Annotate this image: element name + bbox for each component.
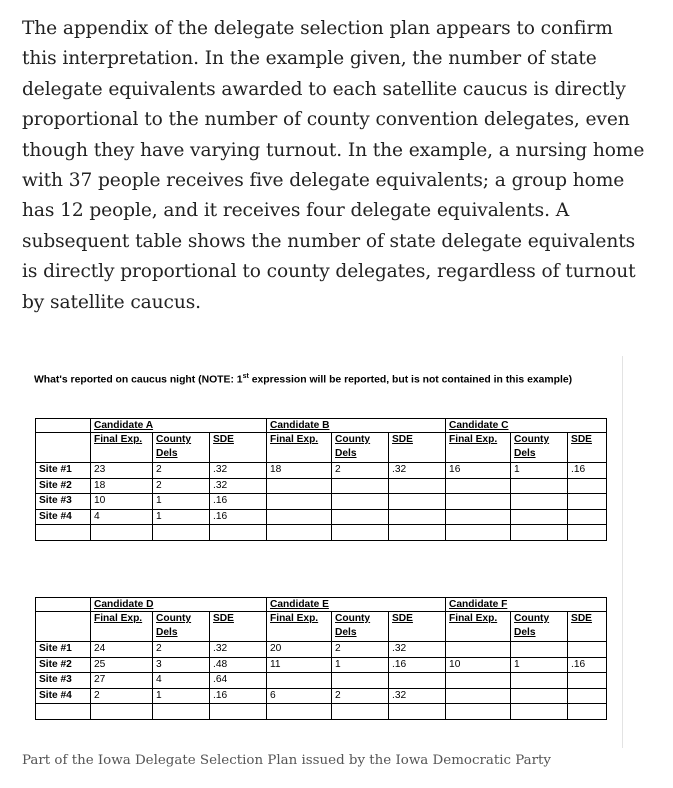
site-label: Site #2: [36, 657, 91, 673]
candidate-name: Candidate B: [270, 420, 330, 431]
cell: [511, 642, 568, 658]
candidate-name: Candidate C: [449, 420, 509, 431]
cell: [446, 688, 511, 704]
header-final-exp: Final Exp.: [91, 612, 153, 642]
cell: [267, 494, 332, 510]
caucus-table-2: [35, 597, 607, 720]
cell: 2: [332, 463, 389, 479]
cell: .16: [210, 688, 267, 704]
table-row: [36, 478, 607, 494]
cell: [568, 478, 607, 494]
cell: .16: [210, 509, 267, 525]
figure-caption: Part of the Iowa Delegate Selection Plan issued by the Iowa Democratic Party: [22, 753, 551, 768]
table-row: [36, 494, 607, 510]
cell: 10: [91, 494, 153, 510]
cell: 1: [511, 657, 568, 673]
cell: [568, 673, 607, 689]
figure-heading: [34, 370, 594, 387]
cell: .64: [210, 673, 267, 689]
candidate-name: Candidate A: [94, 420, 154, 431]
candidate-name: Candidate F: [449, 599, 508, 610]
table-row: [36, 463, 607, 479]
cell: [267, 673, 332, 689]
candidate-name: Candidate D: [94, 599, 154, 610]
cell: [332, 509, 389, 525]
cell: [511, 688, 568, 704]
header-county-dels: County Dels: [153, 612, 210, 642]
cell: .32: [210, 463, 267, 479]
cell: 1: [153, 688, 210, 704]
cell: [446, 494, 511, 510]
site-label: Site #4: [36, 509, 91, 525]
cell: 4: [153, 673, 210, 689]
cell: [568, 509, 607, 525]
header-sde: SDE: [210, 433, 267, 463]
cell: 1: [332, 657, 389, 673]
cell: 27: [91, 673, 153, 689]
cell: .32: [210, 478, 267, 494]
candidate-name: Candidate E: [270, 599, 329, 610]
cell: [511, 478, 568, 494]
delegate-plan-figure: [22, 356, 623, 748]
header-sde: SDE: [568, 433, 607, 463]
cell: [568, 494, 607, 510]
cell: [389, 494, 446, 510]
cell: [511, 494, 568, 510]
cell: 2: [153, 642, 210, 658]
cell: [267, 509, 332, 525]
cell: 2: [332, 688, 389, 704]
candidate-f-cell: [446, 598, 607, 612]
column-header-row: [36, 612, 607, 642]
cell: .32: [389, 642, 446, 658]
table-row: [36, 688, 607, 704]
candidate-row: [36, 598, 607, 612]
site-label: Site #1: [36, 642, 91, 658]
header-county-dels: County Dels: [332, 433, 389, 463]
site-label: Site #4: [36, 688, 91, 704]
cell: [568, 642, 607, 658]
candidate-b-cell: [267, 419, 446, 433]
header-sde: SDE: [568, 612, 607, 642]
header-final-exp: Final Exp.: [267, 612, 332, 642]
cell: [332, 494, 389, 510]
header-final-exp: Final Exp.: [446, 612, 511, 642]
figure-heading-superscript: st: [242, 373, 249, 380]
cell: [511, 509, 568, 525]
cell: 2: [91, 688, 153, 704]
table-row: [36, 509, 607, 525]
cell: .32: [389, 463, 446, 479]
candidate-e-cell: [267, 598, 446, 612]
cell: 24: [91, 642, 153, 658]
cell: 18: [91, 478, 153, 494]
empty-row: [36, 525, 607, 541]
cell: 6: [267, 688, 332, 704]
header-county-dels: County Dels: [332, 612, 389, 642]
cell: 20: [267, 642, 332, 658]
cell: [446, 509, 511, 525]
cell: .32: [210, 642, 267, 658]
header-county-dels: County Dels: [511, 433, 568, 463]
header-sde: SDE: [389, 433, 446, 463]
cell: 2: [332, 642, 389, 658]
cell: .48: [210, 657, 267, 673]
corner-cell: [36, 598, 91, 612]
cell: 25: [91, 657, 153, 673]
candidate-row: [36, 419, 607, 433]
cell: .16: [568, 657, 607, 673]
candidate-a-cell: [91, 419, 267, 433]
header-final-exp: Final Exp.: [446, 433, 511, 463]
caucus-table-1: [35, 418, 607, 541]
cell: [267, 478, 332, 494]
empty-row: [36, 704, 607, 720]
header-sde: SDE: [389, 612, 446, 642]
header-county-dels: County Dels: [153, 433, 210, 463]
cell: 18: [267, 463, 332, 479]
figure-heading-text: What's reported on caucus night (NOTE: 1: [34, 374, 243, 386]
cell: 1: [153, 509, 210, 525]
cell: [332, 673, 389, 689]
cell: 4: [91, 509, 153, 525]
cell: 16: [446, 463, 511, 479]
table-row: [36, 657, 607, 673]
site-label: Site #3: [36, 494, 91, 510]
cell: .32: [389, 688, 446, 704]
cell: [511, 673, 568, 689]
cell: 23: [91, 463, 153, 479]
cell: 1: [153, 494, 210, 510]
cell: 10: [446, 657, 511, 673]
cell: [332, 478, 389, 494]
column-header-row: [36, 433, 607, 463]
cell: [389, 673, 446, 689]
cell: [446, 642, 511, 658]
cell: 3: [153, 657, 210, 673]
header-final-exp: Final Exp.: [267, 433, 332, 463]
corner-cell: [36, 612, 91, 642]
site-label: Site #2: [36, 478, 91, 494]
site-label: Site #1: [36, 463, 91, 479]
site-label: Site #3: [36, 673, 91, 689]
candidate-d-cell: [91, 598, 267, 612]
corner-cell: [36, 419, 91, 433]
cell: .16: [210, 494, 267, 510]
header-county-dels: County Dels: [511, 612, 568, 642]
candidate-c-cell: [446, 419, 607, 433]
cell: 2: [153, 463, 210, 479]
cell: [389, 478, 446, 494]
cell: .16: [568, 463, 607, 479]
header-final-exp: Final Exp.: [91, 433, 153, 463]
cell: [446, 673, 511, 689]
cell: 2: [153, 478, 210, 494]
cell: [568, 688, 607, 704]
corner-cell: [36, 433, 91, 463]
table-row: [36, 673, 607, 689]
cell: .16: [389, 657, 446, 673]
table-row: [36, 642, 607, 658]
cell: 1: [511, 463, 568, 479]
article-paragraph: The appendix of the delegate selection plan appears to confirm this interpretation. In the example given, the number of state delegate equivalents awarded to each satellite caucus is directly proportional to the number of county convention delegates, even though they have varying turnout. In the example, a nursing home with 37 people receives five delegate equivalents; a group home has 12 people, and it receives four delegate equivalents. A subsequent table shows the number of state delegate equivalents is directly proportional to county delegates, regardless of turnout by satellite caucus.: [22, 18, 645, 313]
cell: [389, 509, 446, 525]
figure-heading-text-2: expression will be reported, but is not contained in this example): [248, 374, 573, 386]
header-sde: SDE: [210, 612, 267, 642]
cell: [446, 478, 511, 494]
cell: 11: [267, 657, 332, 673]
